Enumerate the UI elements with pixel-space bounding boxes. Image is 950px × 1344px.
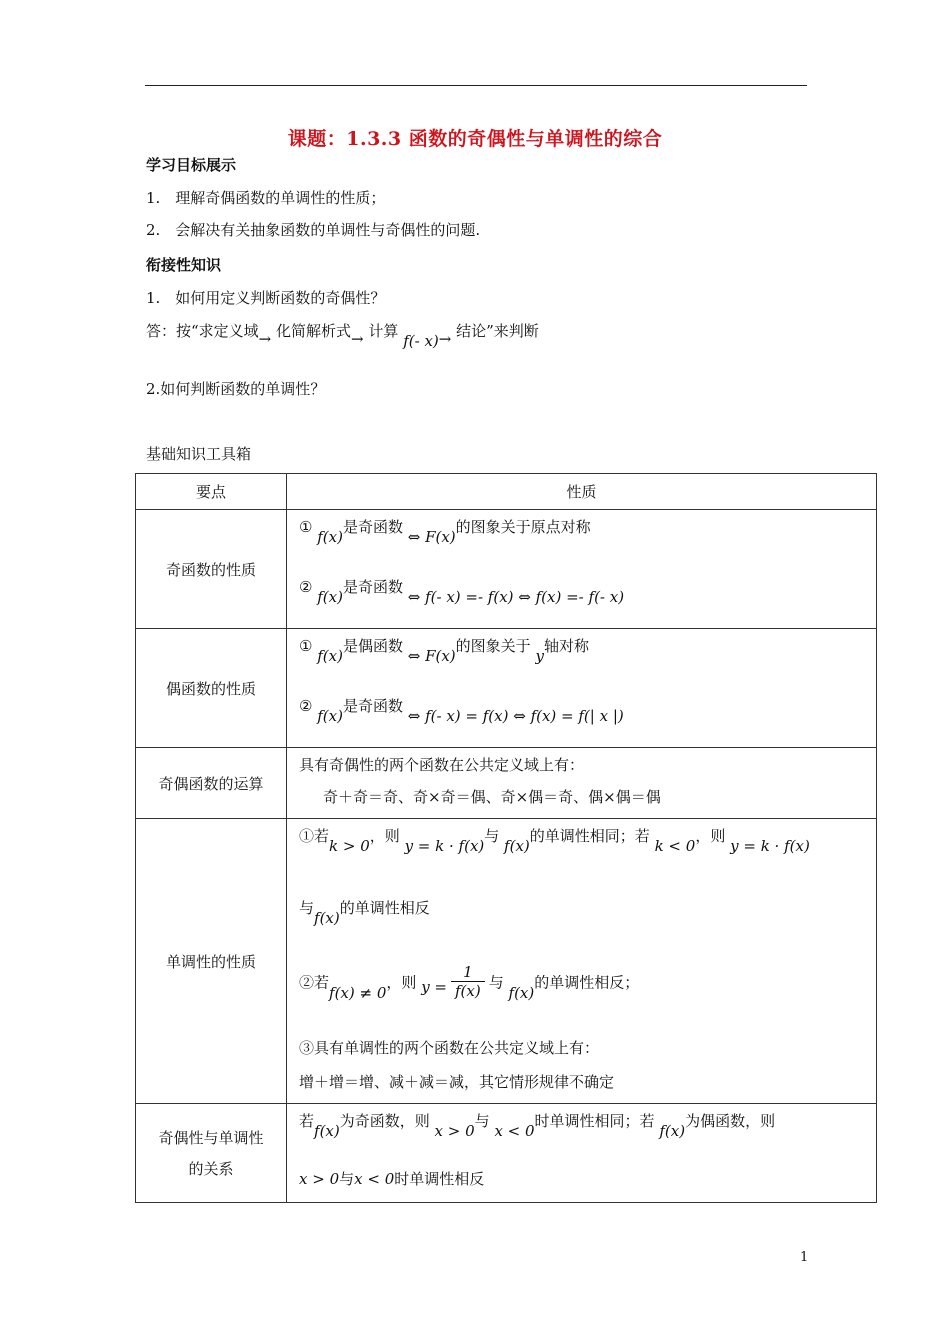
ops-line-1: 具有奇偶性的两个函数在公共定义域上有： [299,756,585,774]
bridge-question-2: 2.如何判断函数的单调性？ [146,380,326,398]
page-title: 课题：1.3.3 函数的奇偶性与单调性的综合 [287,128,663,150]
even-line-2: ② f(x)是奇函数 ⇔ f(- x) = f(x) ⇔ f(x) = f(| x |) [299,697,624,725]
even-line-1: ① f(x)是偶函数 ⇔ F(x)的图象关于 y轴对称 [299,637,589,665]
odd-line-2: ② f(x)是奇函数 ⇔ f(- x) =- f(x) ⇔ f(x) =- f(- x) [299,578,625,606]
mono-line-4: ③具有单调性的两个函数在公共定义域上有： [299,1039,600,1057]
mono-line-5: 增＋增＝增、减＋减＝减，其它情形规律不确定 [299,1073,615,1091]
header-rule [145,85,807,86]
relation-line-1: 若f(x)为奇函数，则 x > 0与 x < 0时单调性相同；若 f(x)为偶函数，则 [299,1112,776,1140]
bridge-heading: 衔接性知识 [146,256,222,274]
row-key-odd: 奇函数的性质 [136,510,287,629]
goals-heading: 学习目标展示 [146,156,237,174]
row-content-mono [287,819,877,1104]
arrow-icon: → [438,330,452,348]
header-property: 性质 [287,474,877,510]
mono-line-2: 与f(x)的单调性相反 [299,899,430,927]
table-row [136,748,877,819]
arrow-icon: → [351,330,364,348]
row-content-even [287,629,877,748]
answer-math: f(- x) [403,332,439,350]
row-content-odd [287,510,877,629]
header-key: 要点 [136,474,287,510]
table-row [136,1104,877,1203]
answer-text-4: 结论”来判断 [456,322,539,340]
row-key-relation: 奇偶性与单调性 的关系 [136,1104,287,1203]
goal-item-1: 1. 理解奇偶函数的单调性的性质； [146,189,386,207]
table-row [136,629,877,748]
fraction: $\frac{1}{f(x)}$ [451,963,485,1000]
mono-line-3: ②若f(x) ≠ 0，则 y = $\frac{1}{f(x)}$ 与 f(x)的单调性相反； [299,963,640,1002]
toolbox-heading: 基础知识工具箱 [146,445,252,463]
row-key-mono: 单调性的性质 [136,819,287,1104]
row-key-even: 偶函数的性质 [136,629,287,748]
table-row [136,819,877,1104]
row-content-relation [287,1104,877,1203]
goal-item-2: 2. 会解决有关抽象函数的单调性与奇偶性的问题. [146,221,481,239]
row-content-ops [287,748,877,819]
mono-line-1: ①若k > 0，则 y = k · f(x)与 f(x)的单调性相同；若 k < 0，则 y = k · f(x) [299,827,810,855]
bridge-answer-1 [146,320,539,350]
page-number: 1 [800,1250,809,1265]
answer-text-2: 化简解析式 [276,322,352,340]
table-header-row [136,474,877,510]
answer-text-1: 答：按“求定义域 [146,322,259,340]
row-key-ops: 奇偶函数的运算 [136,748,287,819]
table-row [136,510,877,629]
toolbox-table [135,473,877,1203]
bridge-question-1: 1. 如何用定义判断函数的奇偶性？ [146,289,386,307]
answer-text-3: 计算 [368,322,399,340]
ops-line-2: 奇＋奇＝奇、奇×奇＝偶、奇×偶＝奇、偶×偶＝偶 [323,788,661,806]
odd-line-1: ① f(x)是奇函数 ⇔ F(x)的图象关于原点对称 [299,518,591,546]
arrow-icon: → [258,330,272,348]
relation-line-2: x > 0与x < 0时单调性相反 [299,1170,485,1188]
